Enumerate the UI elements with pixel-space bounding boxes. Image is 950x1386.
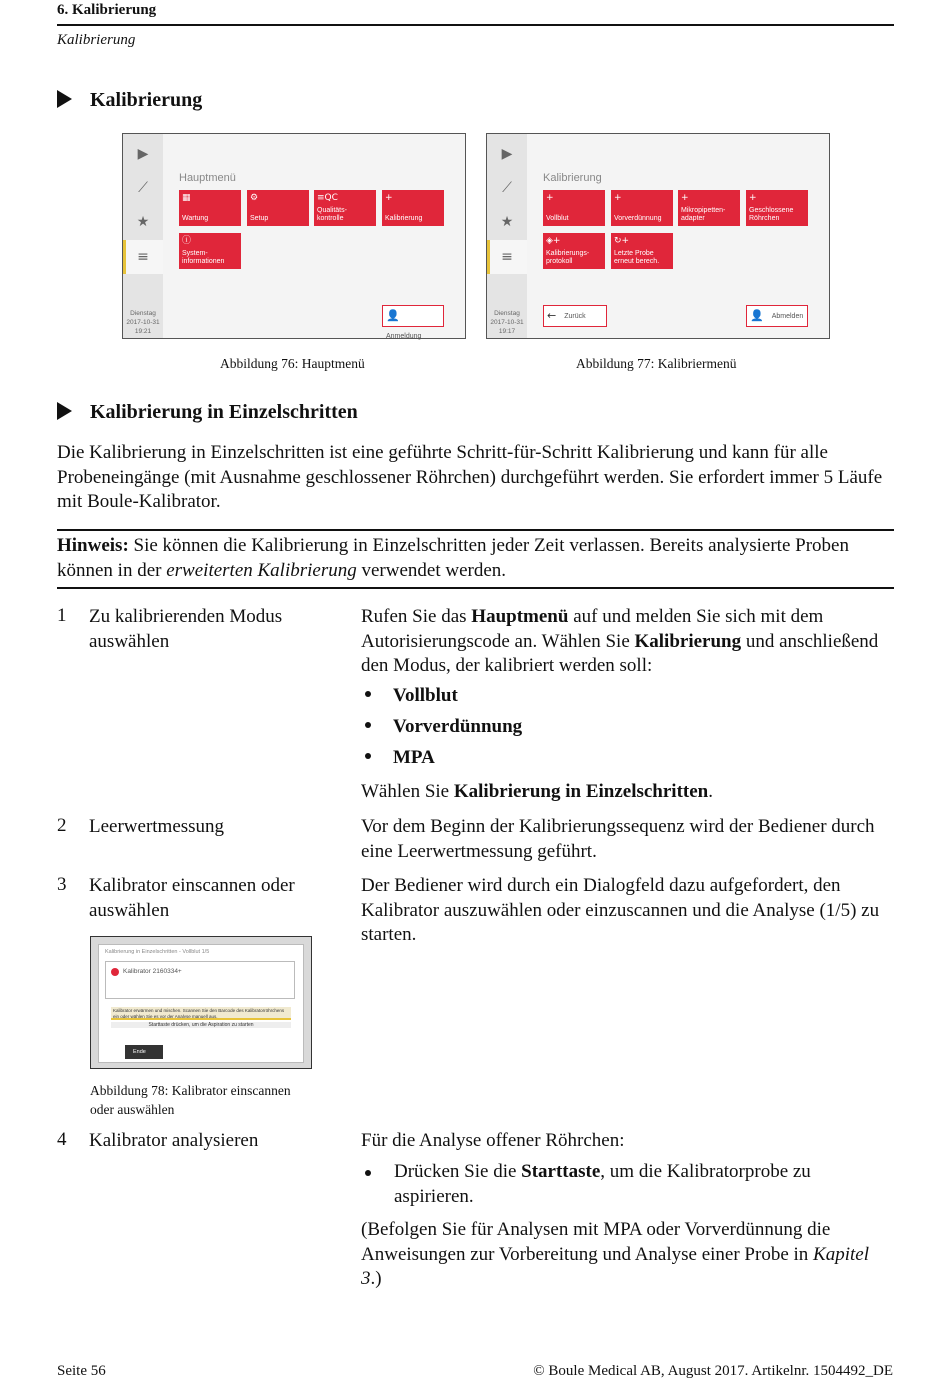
section-subtitle: Kalibrierung — [57, 32, 136, 48]
bullet-dot — [365, 1170, 371, 1176]
menu-icon: ≡ — [137, 249, 149, 265]
tile-qualitaetskontrolle: ≡QC Qualitäts- kontrolle — [314, 190, 376, 226]
layers-icon: ◈+ — [546, 236, 561, 246]
screen-date: Dienstag 2017-10-31 19:17 — [490, 310, 524, 335]
calibrator-dialog-screenshot — [90, 936, 312, 1069]
tile-kalibrierungsprotokoll: ◈+ Kalibrierungs- protokoll — [543, 233, 605, 269]
calibration-icon: + — [385, 193, 393, 203]
step-number: 2 — [57, 815, 67, 836]
arrow-left-icon: ← — [547, 309, 557, 322]
tile-setup: ⚙ Setup — [247, 190, 309, 226]
end-button: Ende — [125, 1045, 163, 1059]
maintenance-icon: ▦ — [182, 193, 191, 203]
calibration-icon: + — [749, 193, 757, 203]
tile-vorverduennung: + Vorverdünnung — [611, 190, 673, 226]
triangle-bullet-icon — [57, 402, 72, 420]
triangle-bullet-icon — [57, 90, 72, 108]
tile-wartung: ▦ Wartung — [179, 190, 241, 226]
step-note: (Befolgen Sie für Analysen mit MPA oder Vorverdünnung die Anweisungen zur Vorbereitung und Analyse einer Probe in Kapitel 3.) — [361, 1219, 869, 1289]
step-title: Zu kalibrierenden Modus auswählen — [89, 606, 283, 652]
figure-76-caption: Abbildung 76: Hauptmenü — [220, 356, 365, 371]
step-title: Kalibrator analysieren — [89, 1130, 259, 1151]
menu-icon: ≡ — [501, 249, 513, 265]
step-number: 1 — [57, 605, 67, 626]
intro-paragraph: Die Kalibrierung in Einzelschritten ist eine geführte Schritt-für-Schritt Kalibrierung und kann für alle Probeneingänge (mit Ausnahme geschlossener Röhrchen) durchgeführt werden. Sie erfordert immer 5 Läufe mit Boule-Kalibrator. — [57, 442, 883, 512]
dialog-title: Kalibrierung in Einzelschritten - Vollblut 1/5 — [105, 949, 210, 955]
play-icon: ▶ — [501, 146, 513, 162]
step-description: Für die Analyse offener Röhrchen: — [361, 1130, 625, 1151]
main-menu-screenshot — [122, 133, 466, 339]
page-number: Seite 56 — [57, 1363, 106, 1379]
recalc-icon: ↻+ — [614, 236, 630, 246]
step-followup: Wählen Sie Kalibrierung in Einzelschritten. — [361, 781, 713, 802]
screen-title: Hauptmenü — [179, 172, 236, 184]
section-heading-text: Kalibrierung — [90, 89, 203, 111]
screen-sidebar — [487, 134, 527, 338]
figure-78-caption: Abbildung 78: Kalibrator einscannen oder auswählen — [90, 1083, 291, 1117]
start-hint: Starttaste drücken, um die Aspiration zu starten — [111, 1022, 291, 1028]
section-heading-text: Kalibrierung in Einzelschritten — [90, 401, 358, 423]
gears-icon: ⚙ — [250, 193, 259, 203]
status-dot-icon — [111, 968, 119, 976]
section-heading-kalibrierung — [57, 89, 202, 112]
calibration-icon: + — [546, 193, 554, 203]
chart-icon: ⟋ — [138, 180, 148, 196]
dialog-message: Kalibrator erwärmen und mischen. Scannen Sie den Barcode des Kalibratorröhrchens ein oder wählen Sie es vor der Analyse manuell aus. — [111, 1007, 291, 1020]
calibration-menu-screenshot — [486, 133, 830, 339]
user-icon: 👤 — [386, 309, 400, 322]
section-heading-einzelschritte — [57, 401, 358, 424]
screen-date: Dienstag 2017-10-31 19:21 — [126, 310, 160, 335]
screen-sidebar — [123, 134, 163, 338]
chart-icon: ⟋ — [502, 180, 512, 196]
note-paragraph: Hinweis: Sie können die Kalibrierung in Einzelschritten jeder Zeit verlassen. Bereits analysierte Proben können in der erweiterten Kalibrierung verwendet werden. — [57, 535, 849, 581]
note-bottom-rule — [57, 587, 894, 589]
info-icon: ⓘ — [182, 236, 192, 246]
calibrator-label: Kalibrator 2160334+ — [123, 968, 182, 975]
bullet-item: Drücken Sie die Starttaste, um die Kalibratorprobe zu aspirieren. — [361, 1160, 894, 1209]
copyright: © Boule Medical AB, August 2017. Artikelnr. 1504492_DE — [533, 1363, 893, 1379]
step-title: Kalibrator einscannen oder auswählen — [89, 875, 295, 921]
step-description: Vor dem Beginn der Kalibrierungssequenz wird der Bediener durch eine Leerwertmessung geführt. — [361, 816, 875, 862]
step-description: Der Bediener wird durch ein Dialogfeld dazu aufgefordert, den Kalibrator auszuwählen oder einzuscannen und die Analyse (1/5) zu starten. — [361, 875, 880, 945]
tile-letzte-probe: ↻+ Letzte Probe erneut berech. — [611, 233, 673, 269]
login-button: 👤Anmeldung — [382, 305, 444, 327]
star-icon: ★ — [500, 214, 514, 230]
bullet-item: MPA — [361, 747, 435, 769]
step-description: Rufen Sie das Hauptmenü auf und melden Sie sich mit dem Autorisierungscode an. Wählen Sie Kalibrierung und anschließend den Modus, der kalibriert werden soll: — [361, 606, 879, 676]
tile-vollblut: + Vollblut — [543, 190, 605, 226]
logout-button: 👤 Abmelden — [746, 305, 808, 327]
step-title: Leerwertmessung — [89, 816, 225, 837]
figure-77-caption: Abbildung 77: Kalibriermenü — [576, 356, 737, 371]
screen-title: Kalibrierung — [543, 172, 602, 184]
tile-mikropipettenadapter: + Mikropipetten- adapter — [678, 190, 740, 226]
tile-geschlossene-roehrchen: + Geschlossene Röhrchen — [746, 190, 808, 226]
tile-systeminformationen: ⓘ System- informationen — [179, 233, 241, 269]
chapter-title: 6. Kalibrierung — [57, 2, 157, 18]
back-button: ← Zurück — [543, 305, 607, 327]
step-number: 4 — [57, 1129, 67, 1150]
user-icon: 👤 — [750, 309, 764, 322]
qc-icon: ≡QC — [317, 193, 338, 203]
header-rule — [57, 24, 894, 26]
calibration-icon: + — [614, 193, 622, 203]
play-icon: ▶ — [137, 146, 149, 162]
star-icon: ★ — [136, 214, 150, 230]
calibrator-field — [105, 961, 295, 999]
note-label: Hinweis: — [57, 535, 129, 556]
note-top-rule — [57, 529, 894, 531]
bullet-item: Vorverdünnung — [361, 716, 522, 738]
tile-kalibrierung: + Kalibrierung — [382, 190, 444, 226]
calibration-icon: + — [681, 193, 689, 203]
dialog-panel — [98, 944, 304, 1063]
step-number: 3 — [57, 874, 67, 895]
bullet-item: Vollblut — [361, 685, 458, 707]
